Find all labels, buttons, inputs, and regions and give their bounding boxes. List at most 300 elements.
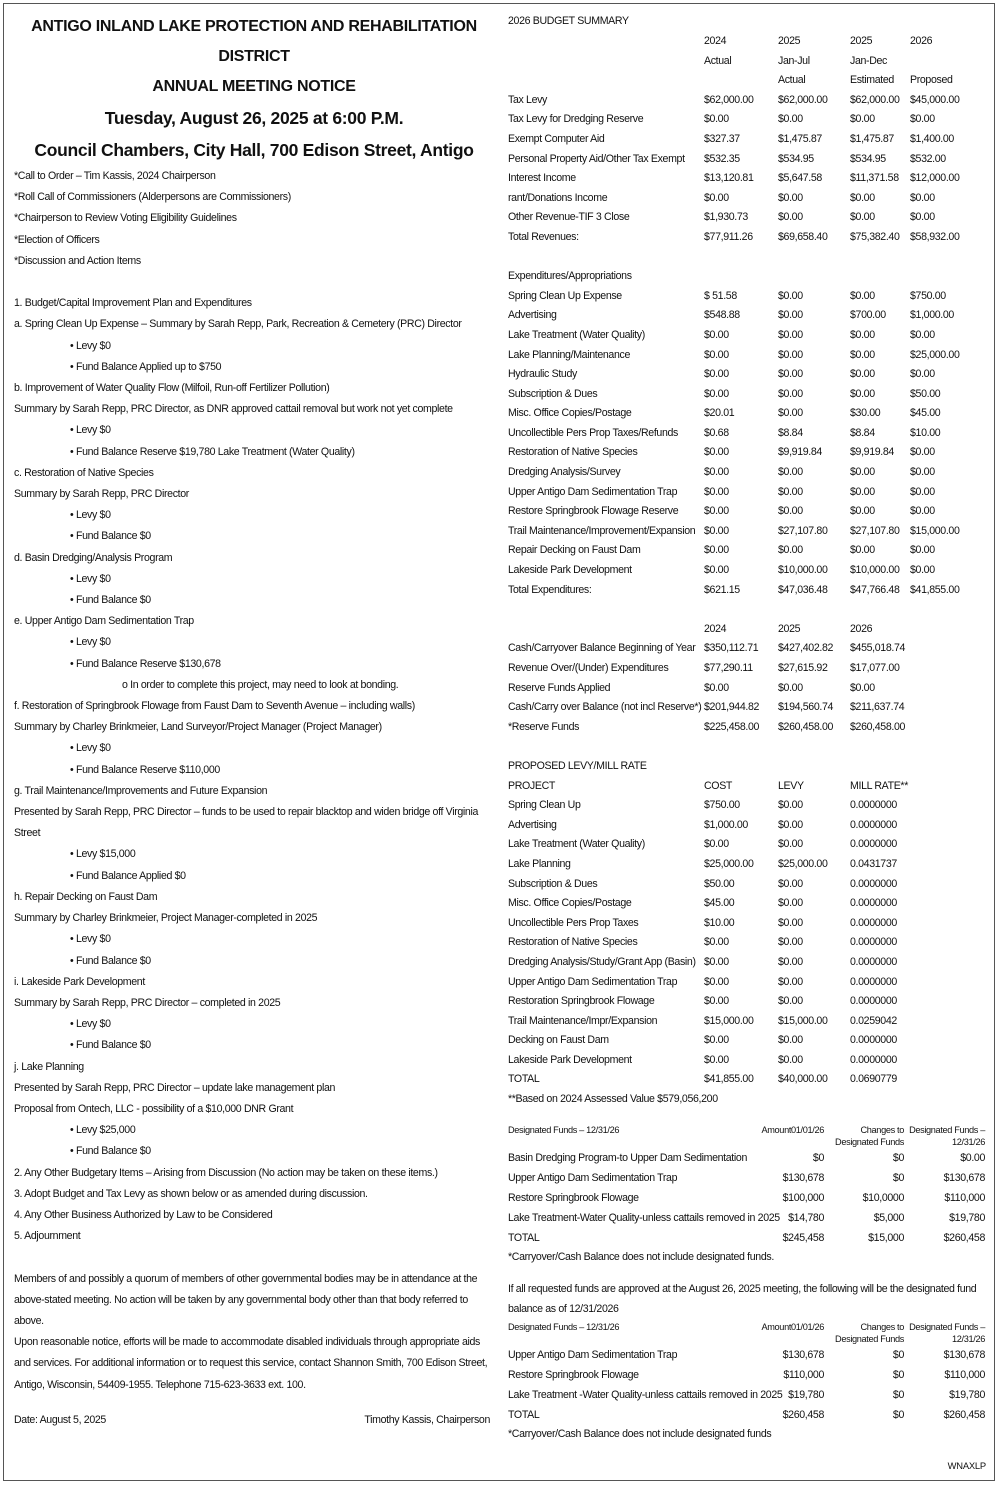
notice-title-line1: ANTIGO INLAND LAKE PROTECTION AND REHABILITATION xyxy=(31,18,477,35)
action-item: Presented by Sarah Repp, PRC Director – update lake management plan xyxy=(14,1081,336,1094)
expenditure-cell: $10.00 xyxy=(910,426,941,439)
designated-cell: Basin Dredging Program-to Upper Dam Sedimentation xyxy=(508,1151,747,1164)
agenda-item: *Call to Order – Tim Kassis, 2024 Chairperson xyxy=(14,170,216,182)
expenditure-cell: Restoration of Native Species xyxy=(508,446,638,459)
agenda-item: *Roll Call of Commissioners (Alderpersons are Commissioners) xyxy=(14,191,291,204)
action-item: • Levy $0 xyxy=(70,509,111,522)
action-item: o In order to complete this project, may need to look at bonding. xyxy=(122,678,399,691)
cash-header-cell: 2024 xyxy=(704,622,727,635)
revenue-cell: $534.95 xyxy=(850,152,886,165)
expenditure-cell: $45.00 xyxy=(910,407,941,420)
expenditure-row xyxy=(508,581,988,601)
designated-header-cell: Designated Funds – 12/31/26 xyxy=(508,1124,620,1135)
revenue-cell: $5,647.58 xyxy=(778,172,822,185)
designated-cell: $19,780 xyxy=(949,1389,985,1402)
revenue-cell: $534.95 xyxy=(778,152,814,165)
action-item: • Fund Balance $0 xyxy=(70,530,151,543)
expenditure-cell: $15,000.00 xyxy=(910,524,960,537)
action-item: • Levy $0 xyxy=(70,933,111,946)
action-item: Summary by Sarah Repp, PRC Director xyxy=(14,488,189,501)
levy-cell: 0.0000000 xyxy=(850,799,897,812)
designated-row xyxy=(508,1148,988,1168)
revenue-cell: $75,382.40 xyxy=(850,230,900,243)
revenue-cell: $1,930.73 xyxy=(704,211,748,224)
levy-cell: TOTAL xyxy=(508,1073,540,1086)
expenditures-title: Expenditures/Appropriations xyxy=(508,270,632,283)
expenditure-cell: Misc. Office Copies/Postage xyxy=(508,407,632,420)
expenditure-cell: $8.84 xyxy=(850,426,875,439)
levy-cell: $0.00 xyxy=(778,799,803,812)
accessibility-notice: Upon reasonable notice, efforts will be made to accommodate disabled individuals through appropriate aids and services. For additional information or to request this service, contact Shannon Smith, 700 Edison Street, Antigo, Wisconsin, 54409-1955. Telephone 715-623-3633 ext. 100. xyxy=(14,1336,488,1391)
budget-header-cell: Proposed xyxy=(910,74,953,87)
budget-title: 2026 BUDGET SUMMARY xyxy=(508,15,629,27)
designated-cell: $0 xyxy=(892,1151,904,1164)
expenditure-cell: Lake Planning/Maintenance xyxy=(508,348,631,361)
cash-row xyxy=(508,639,988,659)
designated-row xyxy=(508,1365,988,1385)
designated-row xyxy=(508,1405,988,1425)
designated-header-cell: Designated Funds – 12/31/26 xyxy=(909,1124,985,1147)
cash-cell: Reserve Funds Applied xyxy=(508,681,611,694)
expenditure-row xyxy=(508,483,988,503)
action-item: Summary by Charley Brinkmeier, Project Manager-completed in 2025 xyxy=(14,912,318,925)
designated-cell: TOTAL xyxy=(508,1231,540,1244)
action-item: d. Basin Dredging/Analysis Program xyxy=(14,551,173,564)
budget-header-cell: 2025 xyxy=(778,35,801,47)
revenue-cell: $0.00 xyxy=(910,191,935,204)
expenditure-cell: $0.00 xyxy=(850,505,875,518)
revenues-table xyxy=(508,91,988,248)
designated-cell: $14,780 xyxy=(788,1211,824,1224)
action-item: • Levy $0 xyxy=(70,1018,111,1031)
designated-cell: $10,0000 xyxy=(862,1191,904,1204)
levy-row xyxy=(508,835,988,855)
revenue-cell: $62,000.00 xyxy=(704,93,754,106)
designated-cell: $100,000 xyxy=(782,1191,824,1204)
levy-cell: $40,000.00 xyxy=(778,1073,828,1086)
expenditure-cell: $10,000.00 xyxy=(778,564,828,577)
action-item: Summary by Sarah Repp, PRC Director – completed in 2025 xyxy=(14,996,281,1009)
designated-cell: $0 xyxy=(892,1369,904,1382)
cash-cell: $455,018.74 xyxy=(850,642,906,655)
budget-header-cell: 2025 xyxy=(850,35,873,47)
levy-cell: 0.0000000 xyxy=(850,838,897,851)
expenditure-cell: Spring Clean Up Expense xyxy=(508,289,622,302)
expenditure-row xyxy=(508,502,988,522)
action-item: • Fund Balance Reserve $19,780 Lake Treatment (Water Quality) xyxy=(70,445,355,458)
levy-cell: 0.0000000 xyxy=(850,975,897,988)
cash-header-cell: 2026 xyxy=(850,622,873,635)
cash-cell: $0.00 xyxy=(850,681,875,694)
cash-cell: $201,944.82 xyxy=(704,701,760,714)
levy-cell: 0.0000000 xyxy=(850,818,897,831)
designated-cell: $19,780 xyxy=(788,1389,824,1402)
expenditure-cell: $0.00 xyxy=(778,466,803,479)
revenue-cell: $62,000.00 xyxy=(850,93,900,106)
levy-cell: $45.00 xyxy=(704,897,735,910)
designated-cell: $130,678 xyxy=(782,1349,824,1362)
revenue-cell: $0.00 xyxy=(850,113,875,126)
expenditure-cell: $0.00 xyxy=(910,466,935,479)
levy-cell: $0.00 xyxy=(778,1034,803,1047)
action-item: f. Restoration of Springbrook Flowage from Faust Dam to Seventh Avenue – including walls) xyxy=(14,700,415,713)
expenditure-cell: $0.00 xyxy=(850,328,875,341)
action-item: • Fund Balance $0 xyxy=(70,594,151,607)
designated-row xyxy=(508,1188,988,1208)
expenditure-cell: $0.00 xyxy=(778,485,803,498)
action-item: Summary by Sarah Repp, PRC Director, as DNR approved cattail removal but work not yet complete xyxy=(14,403,453,416)
expenditure-cell: $0.00 xyxy=(850,289,875,302)
action-item: b. Improvement of Water Quality Flow (Milfoil, Run-off Fertilizer Pollution) xyxy=(14,382,330,395)
expenditure-cell: $9,919.84 xyxy=(850,446,894,459)
expenditure-cell: $0.00 xyxy=(778,328,803,341)
levy-cell: 0.0690779 xyxy=(850,1073,897,1086)
levy-cell: $0.00 xyxy=(778,838,803,851)
revenue-cell: Interest Income xyxy=(508,172,576,185)
revenue-cell: $12,000.00 xyxy=(910,172,960,185)
expenditure-cell: $27,107.80 xyxy=(850,524,900,537)
designated-row xyxy=(508,1208,988,1228)
expenditure-cell: $20.01 xyxy=(704,407,735,420)
levy-cell: 0.0000000 xyxy=(850,897,897,910)
designated-cell: $5,000 xyxy=(873,1211,904,1224)
levy-cell: Decking on Faust Dam xyxy=(508,1034,609,1047)
levy-cell: $0.00 xyxy=(778,1053,803,1066)
action-item: c. Restoration of Native Species xyxy=(14,466,154,479)
designated-header-cell: Changes to Designated Funds xyxy=(835,1124,904,1147)
expenditure-row xyxy=(508,443,988,463)
action-item: g. Trail Maintenance/Improvements and Future Expansion xyxy=(14,784,268,797)
action-item: • Levy $0 xyxy=(70,742,111,755)
levy-header-cell: LEVY xyxy=(778,779,804,792)
levy-row xyxy=(508,1031,988,1051)
expenditure-cell: $621.15 xyxy=(704,583,740,596)
expenditure-cell: Hydraulic Study xyxy=(508,368,577,381)
action-item: j. Lake Planning xyxy=(14,1060,84,1073)
budget-header-cell: 2024 xyxy=(704,35,727,47)
levy-row xyxy=(508,875,988,895)
levy-title: PROPOSED LEVY/MILL RATE xyxy=(508,759,647,772)
budget-header-cell: Jan-Dec xyxy=(850,54,887,67)
budget-header-row xyxy=(508,71,988,91)
notice-title-line3: ANNUAL MEETING NOTICE xyxy=(152,78,356,95)
cash-header-cell: 2025 xyxy=(778,622,801,635)
expenditure-cell: $30.00 xyxy=(850,407,881,420)
budget-summary xyxy=(508,12,988,1445)
action-item: Presented by Sarah Repp, PRC Director – funds to be used to repair blacktop and widen bridge off Virginia Street xyxy=(14,806,479,840)
expenditure-cell: $0.00 xyxy=(910,505,935,518)
revenue-cell: $58,932.00 xyxy=(910,230,960,243)
designated-cell: $260,458 xyxy=(943,1409,985,1422)
action-item: • Levy $15,000 xyxy=(70,848,136,861)
designated-cell: $130,678 xyxy=(782,1171,824,1184)
revenue-row xyxy=(508,189,988,209)
levy-cell: $0.00 xyxy=(704,1053,729,1066)
meeting-location: Council Chambers, City Hall, 700 Edison Street, Antigo xyxy=(34,140,474,160)
notice-footer xyxy=(14,1414,494,1426)
expenditure-cell: $0.00 xyxy=(850,387,875,400)
expenditure-cell: Uncollectible Pers Prop Taxes/Refunds xyxy=(508,426,678,439)
levy-cell: $25,000.00 xyxy=(778,857,828,870)
publication-code: WNAXLP xyxy=(947,1460,986,1471)
cash-cell: Cash/Carryover Balance Beginning of Year xyxy=(508,642,696,655)
levy-cell: Spring Clean Up xyxy=(508,799,581,812)
revenue-cell: $77,911.26 xyxy=(704,230,753,243)
designated-cell: Lake Treatment-Water Quality-unless cattails removed in 2025 xyxy=(508,1211,780,1224)
designated-balance-note: *Carryover/Cash Balance does not include designated funds xyxy=(508,1428,772,1441)
levy-row xyxy=(508,855,988,875)
cash-cell: $225,458.00 xyxy=(704,720,760,733)
designated-cell: $0 xyxy=(812,1151,824,1164)
levy-cell: $15,000.00 xyxy=(778,1014,828,1027)
action-item: Summary by Charley Brinkmeier, Land Surveyor/Project Manager (Project Manager) xyxy=(14,721,382,734)
revenue-cell: Exempt Computer Aid xyxy=(508,132,605,145)
expenditure-cell: $0.00 xyxy=(910,328,935,341)
expenditure-cell: $0.00 xyxy=(704,485,729,498)
levy-header-cell: MILL RATE** xyxy=(850,779,908,792)
expenditure-cell: $0.00 xyxy=(850,544,875,557)
revenue-cell: Tax Levy for Dredging Reserve xyxy=(508,113,644,126)
expenditure-cell: $0.00 xyxy=(850,348,875,361)
expenditure-cell: $0.00 xyxy=(778,309,803,322)
expenditure-row xyxy=(508,306,988,326)
expenditure-cell: $0.00 xyxy=(704,348,729,361)
revenue-cell: Tax Levy xyxy=(508,93,548,106)
levy-cell: 0.0000000 xyxy=(850,916,897,929)
levy-cell: Restoration of Native Species xyxy=(508,936,638,949)
action-item: • Fund Balance Applied up to $750 xyxy=(70,360,222,373)
levy-cell: Restoration Springbrook Flowage xyxy=(508,995,655,1008)
levy-row xyxy=(508,992,988,1012)
expenditure-cell: $41,855.00 xyxy=(910,583,960,596)
expenditure-row xyxy=(508,561,988,581)
designated-funds-table xyxy=(508,1122,988,1248)
expenditure-cell: $0.00 xyxy=(778,368,803,381)
agenda-item: *Discussion and Action Items xyxy=(14,254,141,267)
expenditure-cell: $1,000.00 xyxy=(910,309,954,322)
revenue-row xyxy=(508,130,988,150)
expenditure-cell: $700.00 xyxy=(850,309,886,322)
levy-row xyxy=(508,1051,988,1071)
expenditure-cell: $0.00 xyxy=(704,387,729,400)
levy-cell: $0.00 xyxy=(704,1034,729,1047)
expenditure-cell: $750.00 xyxy=(910,289,946,302)
cash-cell: $0.00 xyxy=(704,681,729,694)
designated-cell: $19,780 xyxy=(949,1211,985,1224)
action-item: 4. Any Other Business Authorized by Law to be Considered xyxy=(14,1208,273,1221)
levy-row xyxy=(508,914,988,934)
budget-header-cell: Jan-Jul xyxy=(778,54,810,67)
expenditure-cell: $0.00 xyxy=(910,485,935,498)
expenditure-row xyxy=(508,385,988,405)
designated-cell: Lake Treatment -Water Quality-unless cattails removed in 2025 xyxy=(508,1389,783,1402)
cash-cell: $260,458.00 xyxy=(850,720,906,733)
levy-table xyxy=(508,777,988,1091)
designated-cell: Upper Antigo Dam Sedimentation Trap xyxy=(508,1171,678,1184)
budget-header-cell: Actual xyxy=(778,74,806,87)
revenue-row xyxy=(508,150,988,170)
expenditure-cell: Restore Springbrook Flowage Reserve xyxy=(508,505,679,518)
levy-header-cell: PROJECT xyxy=(508,779,555,792)
expenditure-cell: $0.00 xyxy=(704,505,729,518)
revenue-cell: Personal Property Aid/Other Tax Exempt xyxy=(508,152,685,165)
expenditure-row xyxy=(508,287,988,307)
action-item: h. Repair Decking on Faust Dam xyxy=(14,890,158,903)
designated-cell: $0 xyxy=(892,1409,904,1422)
expenditure-cell: $0.00 xyxy=(910,564,935,577)
designated-header-cell: Amount01/01/26 xyxy=(761,1124,824,1135)
action-item: • Fund Balance $0 xyxy=(70,954,151,967)
levy-cell: Lakeside Park Development xyxy=(508,1053,632,1066)
levy-cell: Uncollectible Pers Prop Taxes xyxy=(508,916,639,929)
cash-cell: $350,112.71 xyxy=(704,642,759,655)
levy-cell: 0.0000000 xyxy=(850,1053,897,1066)
revenue-cell: $62,000.00 xyxy=(778,93,828,106)
levy-cell: $15,000.00 xyxy=(704,1014,754,1027)
designated-header-cell: Changes to Designated Funds xyxy=(835,1322,904,1345)
expenditure-cell: $0.00 xyxy=(850,368,875,381)
expenditure-row xyxy=(508,424,988,444)
designated-cell: Restore Springbrook Flowage xyxy=(508,1191,639,1204)
expenditure-cell: $0.00 xyxy=(704,446,729,459)
levy-cell: $0.00 xyxy=(778,955,803,968)
levy-header-row xyxy=(508,777,988,797)
levy-row xyxy=(508,953,988,973)
budget-header xyxy=(508,32,988,91)
expenditures-table xyxy=(508,287,988,601)
cash-cell: $0.00 xyxy=(778,681,803,694)
expenditure-cell: $0.00 xyxy=(778,348,803,361)
levy-cell: $0.00 xyxy=(778,995,803,1008)
levy-cell: 0.0000000 xyxy=(850,877,897,890)
expenditure-cell: Lake Treatment (Water Quality) xyxy=(508,328,645,341)
levy-cell: $0.00 xyxy=(704,995,729,1008)
expenditure-cell: $0.00 xyxy=(910,544,935,557)
revenue-row xyxy=(508,208,988,228)
revenue-cell: $532.35 xyxy=(704,152,740,165)
designated-cell: $15,000 xyxy=(868,1231,904,1244)
levy-cell: 0.0000000 xyxy=(850,1034,897,1047)
revenue-cell: $1,400.00 xyxy=(910,132,954,145)
revenue-cell: $327.37 xyxy=(704,132,740,145)
revenue-cell: $0.00 xyxy=(910,211,935,224)
designated-header-row xyxy=(508,1319,988,1345)
designated-header-cell: Amount01/01/26 xyxy=(761,1322,824,1333)
expenditure-cell: $0.68 xyxy=(704,426,729,439)
cash-cell: $427,402.82 xyxy=(778,642,834,655)
levy-row xyxy=(508,973,988,993)
cash-cell: Revenue Over/(Under) Expenditures xyxy=(508,662,669,674)
cash-row xyxy=(508,679,988,699)
levy-cell: 0.0000000 xyxy=(850,936,897,949)
action-item: • Levy $25,000 xyxy=(70,1124,136,1137)
revenue-row xyxy=(508,169,988,189)
expenditure-cell: $0.00 xyxy=(778,289,803,302)
levy-cell: $0.00 xyxy=(704,838,729,851)
expenditure-cell: Repair Decking on Faust Dam xyxy=(508,544,641,557)
expenditure-cell: Dredging Analysis/Survey xyxy=(508,466,621,479)
expenditure-cell: Subscription & Dues xyxy=(508,387,598,400)
chairperson-signature: Timothy Kassis, Chairperson xyxy=(364,1414,490,1426)
action-item: • Fund Balance Reserve $130,678 xyxy=(70,657,221,670)
expenditure-row xyxy=(508,541,988,561)
designated-cell: $260,458 xyxy=(782,1409,824,1422)
revenue-cell: $0.00 xyxy=(778,113,803,126)
levy-cell: $0.00 xyxy=(778,818,803,831)
levy-cell: $41,855.00 xyxy=(704,1073,754,1086)
cash-cell: $17,077.00 xyxy=(850,662,900,674)
agenda-item: *Election of Officers xyxy=(14,233,100,246)
revenue-cell: $0.00 xyxy=(778,211,803,224)
revenue-cell: $0.00 xyxy=(778,191,803,204)
action-item: • Fund Balance Applied $0 xyxy=(70,869,186,882)
meeting-date: Tuesday, August 26, 2025 at 6:00 P.M. xyxy=(104,108,404,128)
designated-cell: $130,678 xyxy=(943,1349,985,1362)
designated-cell: $260,458 xyxy=(943,1231,985,1244)
designated-funds-note: *Carryover/Cash Balance does not include designated funds. xyxy=(508,1250,774,1263)
expenditure-cell: $0.00 xyxy=(704,544,729,557)
levy-row xyxy=(508,933,988,953)
revenue-cell: $1,475.87 xyxy=(778,132,822,145)
action-item: • Levy $0 xyxy=(70,424,111,437)
action-item: • Fund Balance $0 xyxy=(70,1145,151,1158)
levy-cell: 0.0431737 xyxy=(850,857,897,870)
action-item: • Levy $0 xyxy=(70,339,111,352)
revenue-cell: $0.00 xyxy=(850,211,875,224)
cash-cell: $27,615.92 xyxy=(778,662,828,674)
cash-cell: Cash/Carry over Balance (not incl Reserve*) xyxy=(508,701,702,714)
designated-row xyxy=(508,1385,988,1405)
expenditure-cell: $0.00 xyxy=(778,505,803,518)
designated-cell: $245,458 xyxy=(782,1231,824,1244)
levy-cell: $750.00 xyxy=(704,799,740,812)
action-item: i. Lakeside Park Development xyxy=(14,975,145,988)
action-item: • Fund Balance $0 xyxy=(70,1039,151,1052)
cash-cell: $194,560.74 xyxy=(778,701,834,714)
levy-cell: 0.0000000 xyxy=(850,995,897,1008)
expenditure-cell: Lakeside Park Development xyxy=(508,564,632,577)
levy-cell: $0.00 xyxy=(778,936,803,949)
revenue-cell: $532.00 xyxy=(910,152,946,165)
revenue-cell: $45,000.00 xyxy=(910,93,960,106)
designated-cell: $0 xyxy=(892,1349,904,1362)
levy-cell: $0.00 xyxy=(778,916,803,929)
agenda-list xyxy=(14,166,494,272)
designated-row xyxy=(508,1345,988,1365)
levy-cell: $10.00 xyxy=(704,916,735,929)
levy-cell: $0.00 xyxy=(778,897,803,910)
action-item: • Fund Balance Reserve $110,000 xyxy=(70,763,220,776)
levy-cell: Advertising xyxy=(508,818,557,831)
revenue-cell: $13,120.81 xyxy=(704,172,754,185)
levy-cell: $50.00 xyxy=(704,877,735,890)
revenue-row xyxy=(508,110,988,130)
levy-cell: Subscription & Dues xyxy=(508,877,598,890)
expenditure-cell: $0.00 xyxy=(910,368,935,381)
cash-cell: $211,637.74 xyxy=(850,701,905,714)
designated-cell: $0 xyxy=(892,1171,904,1184)
revenue-cell: rant/Donations Income xyxy=(508,191,608,204)
expenditure-cell: Advertising xyxy=(508,309,557,322)
action-item: a. Spring Clean Up Expense – Summary by Sarah Repp, Park, Recreation & Cemetery (PRC) Director xyxy=(14,318,462,331)
levy-note: **Based on 2024 Assessed Value $579,056,200 xyxy=(508,1093,718,1106)
revenue-cell: Other Revenue-TIF 3 Close xyxy=(508,211,630,224)
cash-row xyxy=(508,659,988,679)
designated-cell: $110,000 xyxy=(944,1191,985,1204)
expenditure-cell: $0.00 xyxy=(778,544,803,557)
designated-cell: $130,678 xyxy=(943,1171,985,1184)
designated-cell: $0 xyxy=(892,1389,904,1402)
